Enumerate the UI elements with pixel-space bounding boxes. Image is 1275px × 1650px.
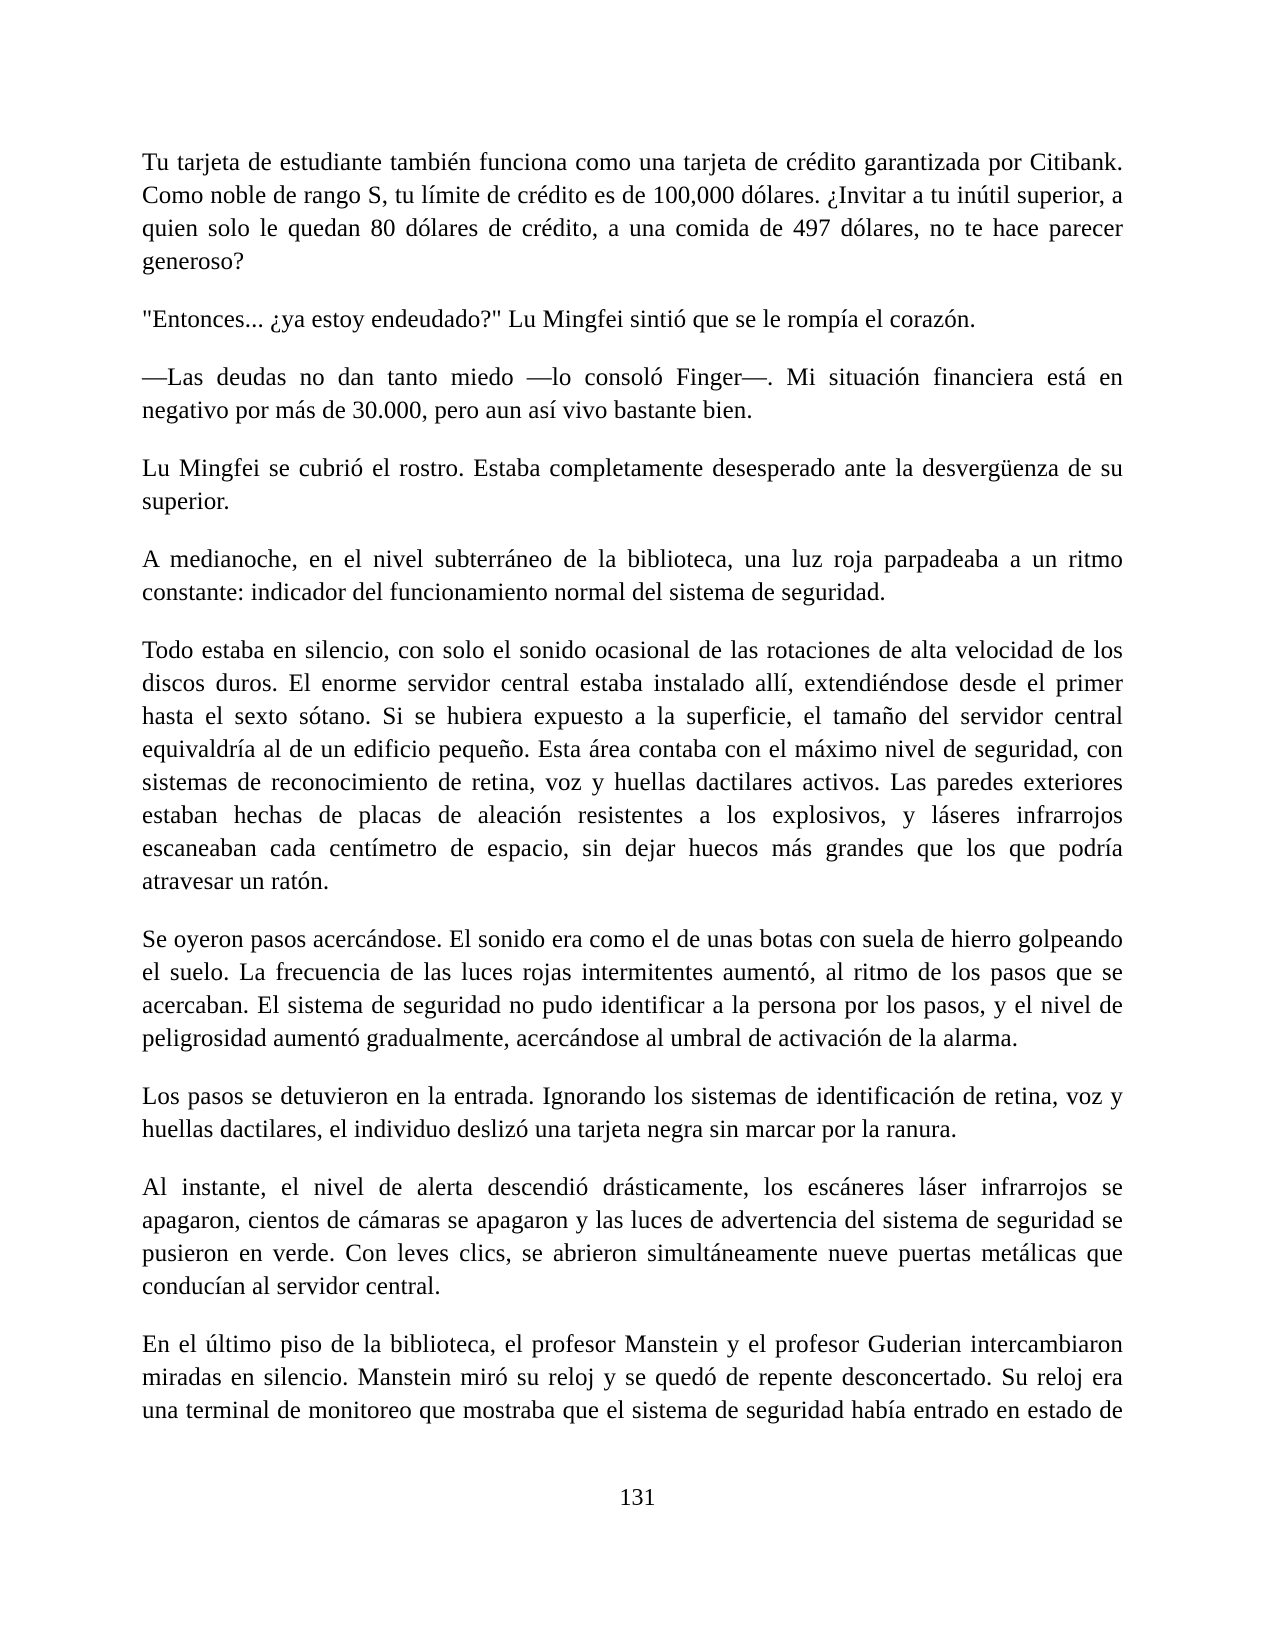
page-content	[142, 146, 1123, 1452]
paragraph: Los pasos se detuvieron en la entrada. Ignorando los sistemas de identificación de retina, voz y huellas dactilares, el individuo deslizó una tarjeta negra sin marcar por la ranura.	[142, 1083, 1123, 1143]
paragraph: "Entonces... ¿ya estoy endeudado?" Lu Mingfei sintió que se le rompía el corazón.	[142, 306, 976, 333]
paragraph: Se oyeron pasos acercándose. El sonido era como el de unas botas con suela de hierro golpeando el suelo. La frecuencia de las luces rojas intermitentes aumentó, al ritmo de los pasos que se acercaban. El sistema de seguridad no pudo identificar a la persona por los pasos, y el nivel de peligrosidad aumentó gradualmente, acercándose al umbral de activación de la alarma.	[142, 926, 1123, 1052]
paragraph: Todo estaba en silencio, con solo el sonido ocasional de las rotaciones de alta velocidad de los discos duros. El enorme servidor central estaba instalado allí, extendiéndose desde el primer hasta el sexto sótano. Si se hubiera expuesto a la superficie, el tamaño del servidor central equivaldría al de un edificio pequeño. Esta área contaba con el máximo nivel de seguridad, con sistemas de reconocimiento de retina, voz y huellas dactilares activos. Las paredes exteriores estaban hechas de placas de aleación resistentes a los explosivos, y láseres infrarrojos escaneaban cada centímetro de espacio, sin dejar huecos más grandes que los que podría atravesar un ratón.	[142, 637, 1123, 895]
paragraph: Lu Mingfei se cubrió el rostro. Estaba completamente desesperado ante la desvergüenza de su superior.	[142, 455, 1123, 515]
paragraph: Al instante, el nivel de alerta descendió drásticamente, los escáneres láser infrarrojos se apagaron, cientos de cámaras se apagaron y las luces de advertencia del sistema de seguridad se pusieron en verde. Con leves clics, se abrieron simultáneamente nueve puertas metálicas que conducían al servidor central.	[142, 1174, 1123, 1300]
paragraph: En el último piso de la biblioteca, el profesor Manstein y el profesor Guderian intercambiaron miradas en silencio. Manstein miró su reloj y se quedó de repente desconcertado. Su reloj era una terminal de monitoreo que mostraba que el sistema de seguridad había entrado en estado de	[142, 1331, 1123, 1424]
page-number: 131	[619, 1485, 656, 1511]
paragraph: —Las deudas no dan tanto miedo —lo consoló Finger—. Mi situación financiera está en negativo por más de 30.000, pero aun así vivo bastante bien.	[142, 364, 1123, 424]
paragraph: A medianoche, en el nivel subterráneo de la biblioteca, una luz roja parpadeaba a un ritmo constante: indicador del funcionamiento normal del sistema de seguridad.	[142, 546, 1123, 606]
paragraph: Tu tarjeta de estudiante también funciona como una tarjeta de crédito garantizada por Citibank. Como noble de rango S, tu límite de crédito es de 100,000 dólares. ¿Invitar a tu inútil superior, a quien solo le quedan 80 dólares de crédito, a una comida de 497 dólares, no te hace parecer generoso?	[142, 149, 1123, 275]
